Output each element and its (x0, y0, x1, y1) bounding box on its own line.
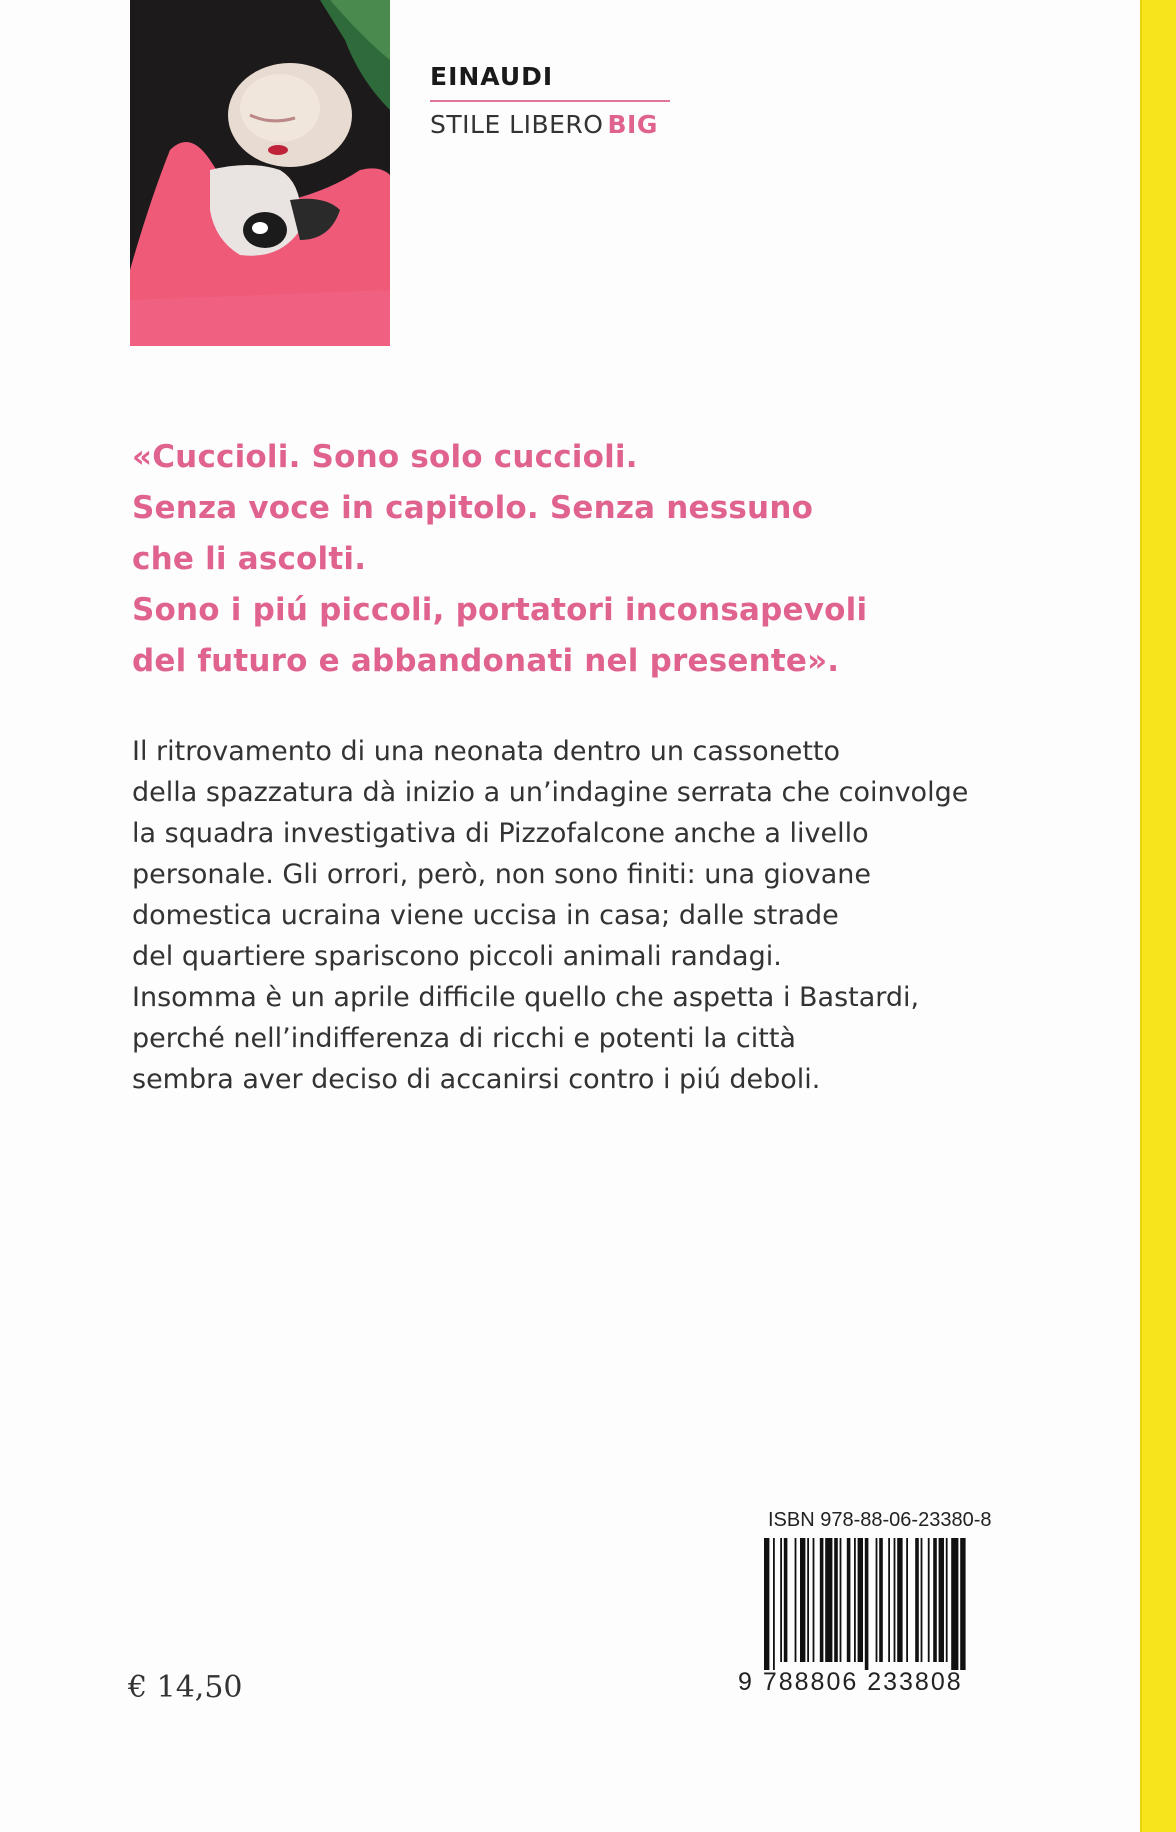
pull-quote (132, 432, 1032, 687)
synopsis-line: la squadra investigativa di Pizzofalcone anche a livello (132, 818, 869, 849)
synopsis-line: personale. Gli orrori, però, non sono finiti: una giovane (132, 859, 872, 890)
quote-line: Sono i piú piccoli, portatori inconsapevoli (132, 592, 868, 628)
synopsis-line: Insomma è un aprile difficile quello che aspetta i Bastardi, (132, 982, 920, 1013)
series-name (430, 110, 658, 139)
price-label: € 14,50 (128, 1670, 243, 1705)
synopsis (132, 731, 1082, 1100)
synopsis-line: della spazzatura dà inizio a un’indagine serrata che coinvolge (132, 777, 969, 808)
quote-line: «Cuccioli. Sono solo cuccioli. (132, 439, 638, 475)
synopsis-line: perché nell’indifferenza di ricchi e potenti la città (132, 1023, 796, 1054)
synopsis-line: sembra aver deciso di accanirsi contro i piú deboli. (132, 1064, 821, 1095)
quote-line: che li ascolti. (132, 541, 367, 577)
isbn-label: ISBN 978-88-06-23380-8 (768, 1509, 992, 1531)
divider-rule (430, 100, 670, 102)
synopsis-line: Il ritrovamento di una neonata dentro un cassonetto (132, 736, 841, 767)
barcode (764, 1538, 1060, 1670)
spine-edge (1140, 0, 1176, 1832)
synopsis-line: domestica ucraina viene uccisa in casa; dalle strade (132, 900, 839, 931)
synopsis-line: del quartiere spariscono piccoli animali randagi. (132, 941, 782, 972)
cover-thumbnail (130, 0, 390, 346)
series-label: STILE LIBERO (430, 110, 604, 139)
publisher-name: EINAUDI (430, 62, 554, 91)
quote-line: del futuro e abbandonati nel presente». (132, 643, 840, 679)
series-suffix: BIG (607, 110, 658, 139)
quote-line: Senza voce in capitolo. Senza nessuno (132, 490, 814, 526)
barcode-digits: 9 788806 233808 (738, 1668, 963, 1696)
